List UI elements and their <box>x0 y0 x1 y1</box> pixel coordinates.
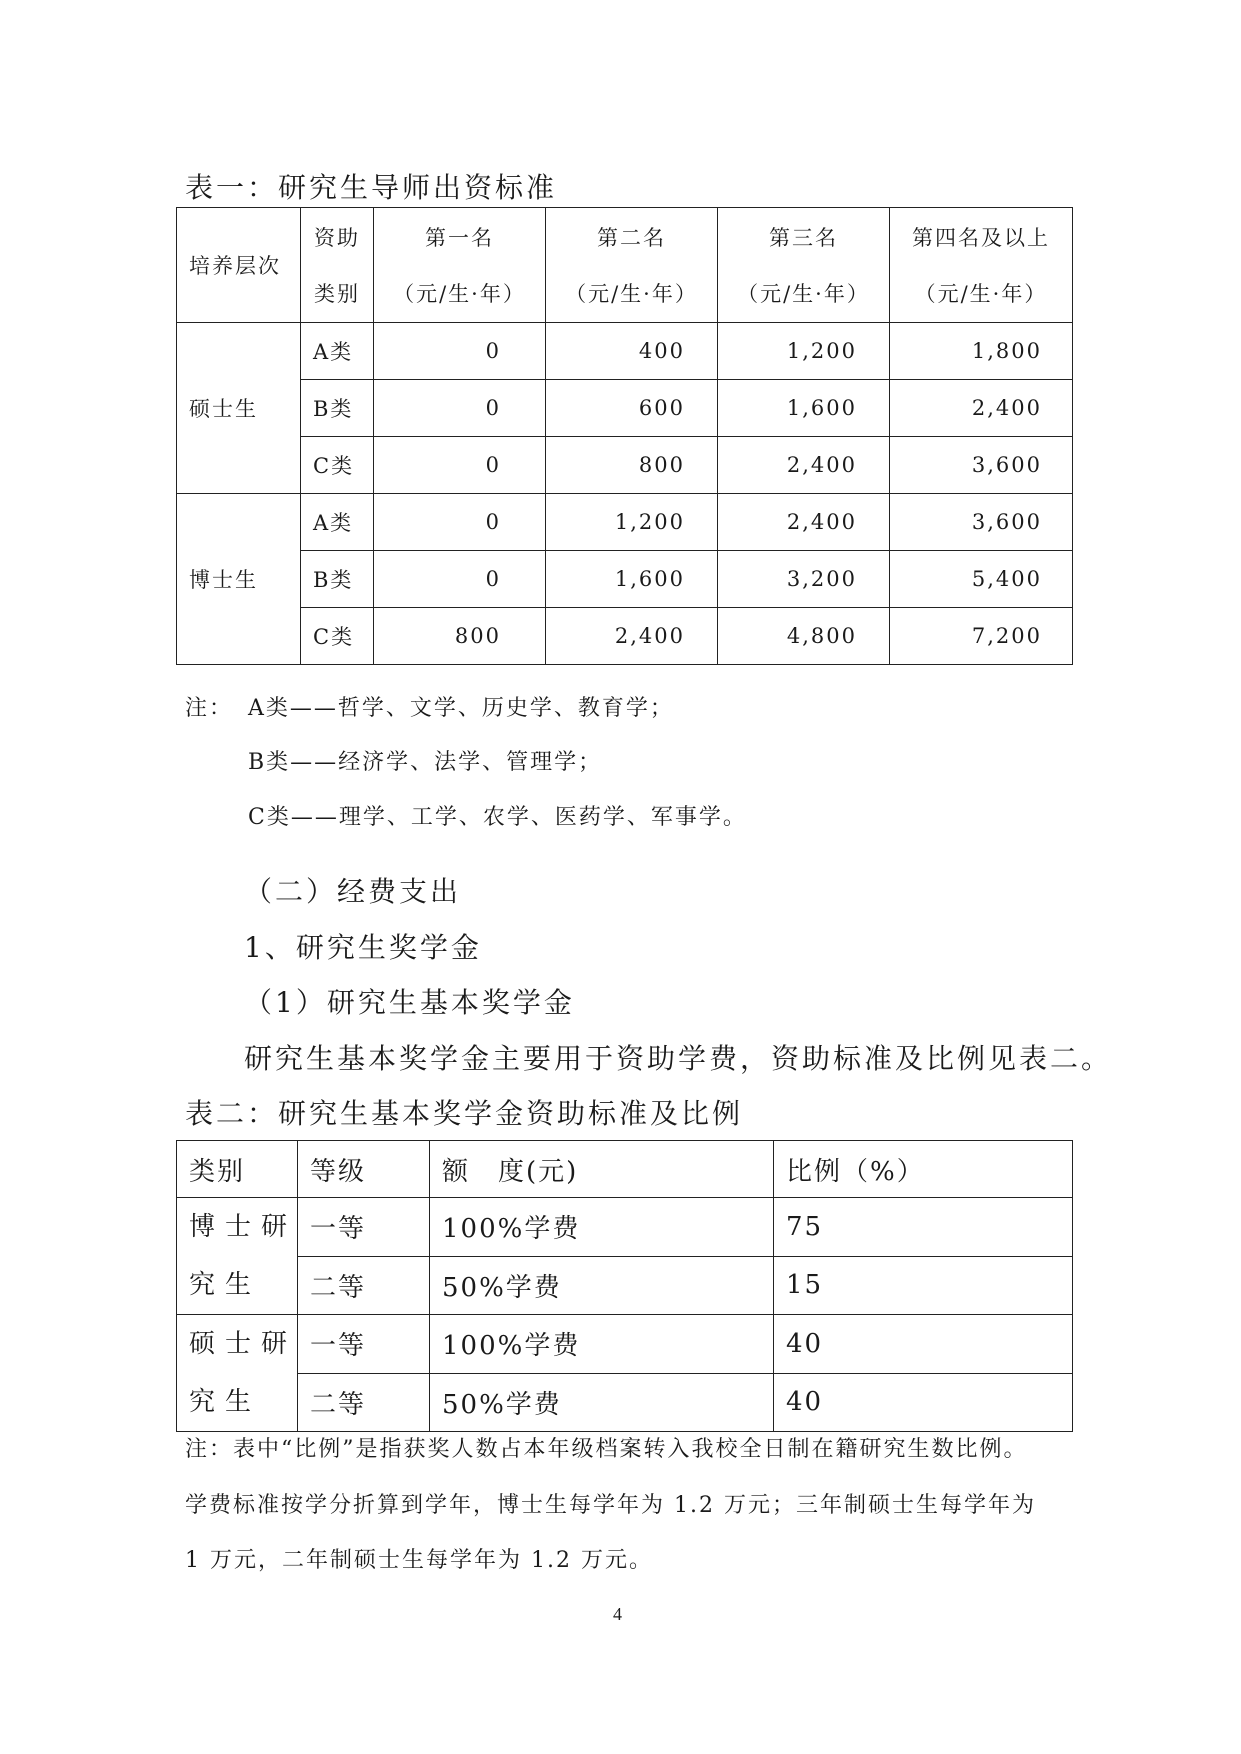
category-doctoral-line1: 博士研 <box>189 1212 298 1242</box>
header-rank-1 <box>374 208 546 323</box>
header-rank-3-title: 第三名 <box>769 226 838 250</box>
table1-note-a: A类——哲学、文学、历史学、教育学； <box>248 696 674 721</box>
type-cell: B类 <box>301 551 374 608</box>
type-cell: A类 <box>301 494 374 551</box>
table-row <box>177 437 1073 494</box>
value-cell: 600 <box>546 380 718 437</box>
value-cell: 2,400 <box>546 608 718 665</box>
value-cell: 800 <box>374 608 546 665</box>
value-cell: 1,600 <box>546 551 718 608</box>
table-row <box>177 1373 1073 1432</box>
table-header-row <box>177 208 1073 323</box>
table-row <box>177 380 1073 437</box>
grade-cell: 一等 <box>298 1315 430 1374</box>
table-row <box>177 494 1073 551</box>
value-cell: 0 <box>374 380 546 437</box>
header-amount: 额 度(元) <box>430 1141 774 1198</box>
category-doctoral <box>177 1198 298 1315</box>
header-rank-1-unit: （元/生·年） <box>393 282 526 306</box>
value-cell: 2,400 <box>718 437 890 494</box>
value-cell: 0 <box>374 551 546 608</box>
grade-cell: 二等 <box>298 1373 430 1432</box>
header-rank-1-title: 第一名 <box>425 226 494 250</box>
table2-note-line1: 注：表中“比例”是指获奖人数占本年级档案转入我校全日制在籍研究生数比例。 <box>185 1437 1028 1462</box>
category-masters-line2: 究生 <box>189 1387 262 1417</box>
value-cell: 4,800 <box>718 608 890 665</box>
header-rank-4-title: 第四名及以上 <box>912 226 1050 250</box>
header-rank-4 <box>890 208 1073 323</box>
ratio-cell: 40 <box>774 1373 1073 1432</box>
header-rank-2-title: 第二名 <box>597 226 666 250</box>
table-row <box>177 323 1073 380</box>
ratio-cell: 15 <box>774 1256 1073 1315</box>
basic-scholarship-table <box>176 1140 1073 1432</box>
header-grade: 等级 <box>298 1141 430 1198</box>
value-cell: 7,200 <box>890 608 1073 665</box>
header-category: 类别 <box>177 1141 298 1198</box>
type-cell: C类 <box>301 437 374 494</box>
header-type <box>301 208 374 323</box>
type-cell: B类 <box>301 380 374 437</box>
grade-cell: 二等 <box>298 1256 430 1315</box>
header-rank-3 <box>718 208 890 323</box>
header-type-line1: 资助 <box>314 226 360 250</box>
table-row <box>177 1256 1073 1315</box>
header-rank-2 <box>546 208 718 323</box>
value-cell: 1,800 <box>890 323 1073 380</box>
table1-note-c: C类——理学、工学、农学、医药学、军事学。 <box>248 805 747 830</box>
type-cell: C类 <box>301 608 374 665</box>
category-doctoral-line2: 究生 <box>189 1270 262 1300</box>
category-masters-line1: 硕士研 <box>189 1329 298 1359</box>
header-ratio: 比例（%） <box>774 1141 1073 1198</box>
amount-cell: 100%学费 <box>430 1315 774 1374</box>
amount-cell: 100%学费 <box>430 1198 774 1257</box>
value-cell: 3,600 <box>890 437 1073 494</box>
value-cell: 2,400 <box>718 494 890 551</box>
grade-cell: 一等 <box>298 1198 430 1257</box>
header-level: 培养层次 <box>177 208 301 323</box>
section-paragraph: 研究生基本奖学金主要用于资助学费，资助标准及比例见表二。 <box>244 1042 1113 1075</box>
value-cell: 1,200 <box>546 494 718 551</box>
value-cell: 0 <box>374 437 546 494</box>
table1-note-b: B类——经济学、法学、管理学； <box>248 750 603 775</box>
funding-standard-table <box>176 207 1073 665</box>
value-cell: 2,400 <box>890 380 1073 437</box>
value-cell: 5,400 <box>890 551 1073 608</box>
table2-caption: 表二：研究生基本奖学金资助标准及比例 <box>185 1097 744 1130</box>
table-row <box>177 551 1073 608</box>
section-heading-scholarship: 1、研究生奖学金 <box>244 931 482 964</box>
ratio-cell: 40 <box>774 1315 1073 1374</box>
amount-cell: 50%学费 <box>430 1256 774 1315</box>
value-cell: 0 <box>374 323 546 380</box>
value-cell: 1,200 <box>718 323 890 380</box>
section-heading-basic-scholarship: （1）研究生基本奖学金 <box>244 986 575 1019</box>
table2-note-line2: 学费标准按学分折算到学年，博士生每学年为 1.2 万元；三年制硕士生每学年为 <box>185 1493 1036 1518</box>
table1-caption: 表一：研究生导师出资标准 <box>185 171 558 204</box>
value-cell: 3,200 <box>718 551 890 608</box>
table-header-row <box>177 1141 1073 1198</box>
value-cell: 400 <box>546 323 718 380</box>
ratio-cell: 75 <box>774 1198 1073 1257</box>
page-number: 4 <box>613 1604 622 1624</box>
section-heading-expenditure: （二）经费支出 <box>244 875 462 908</box>
table-row <box>177 1198 1073 1257</box>
level-masters: 硕士生 <box>177 323 301 494</box>
table-row <box>177 608 1073 665</box>
value-cell: 800 <box>546 437 718 494</box>
value-cell: 0 <box>374 494 546 551</box>
category-masters <box>177 1315 298 1432</box>
table-row <box>177 1315 1073 1374</box>
value-cell: 3,600 <box>890 494 1073 551</box>
table2-note-line3: 1 万元，二年制硕士生每学年为 1.2 万元。 <box>185 1548 653 1573</box>
level-doctoral: 博士生 <box>177 494 301 665</box>
value-cell: 1,600 <box>718 380 890 437</box>
header-rank-2-unit: （元/生·年） <box>565 282 698 306</box>
table1-note-prefix: 注： <box>185 696 234 721</box>
header-rank-4-unit: （元/生·年） <box>914 282 1048 306</box>
header-type-line2: 类别 <box>314 282 360 306</box>
amount-cell: 50%学费 <box>430 1373 774 1432</box>
header-rank-3-unit: （元/生·年） <box>737 282 870 306</box>
type-cell: A类 <box>301 323 374 380</box>
